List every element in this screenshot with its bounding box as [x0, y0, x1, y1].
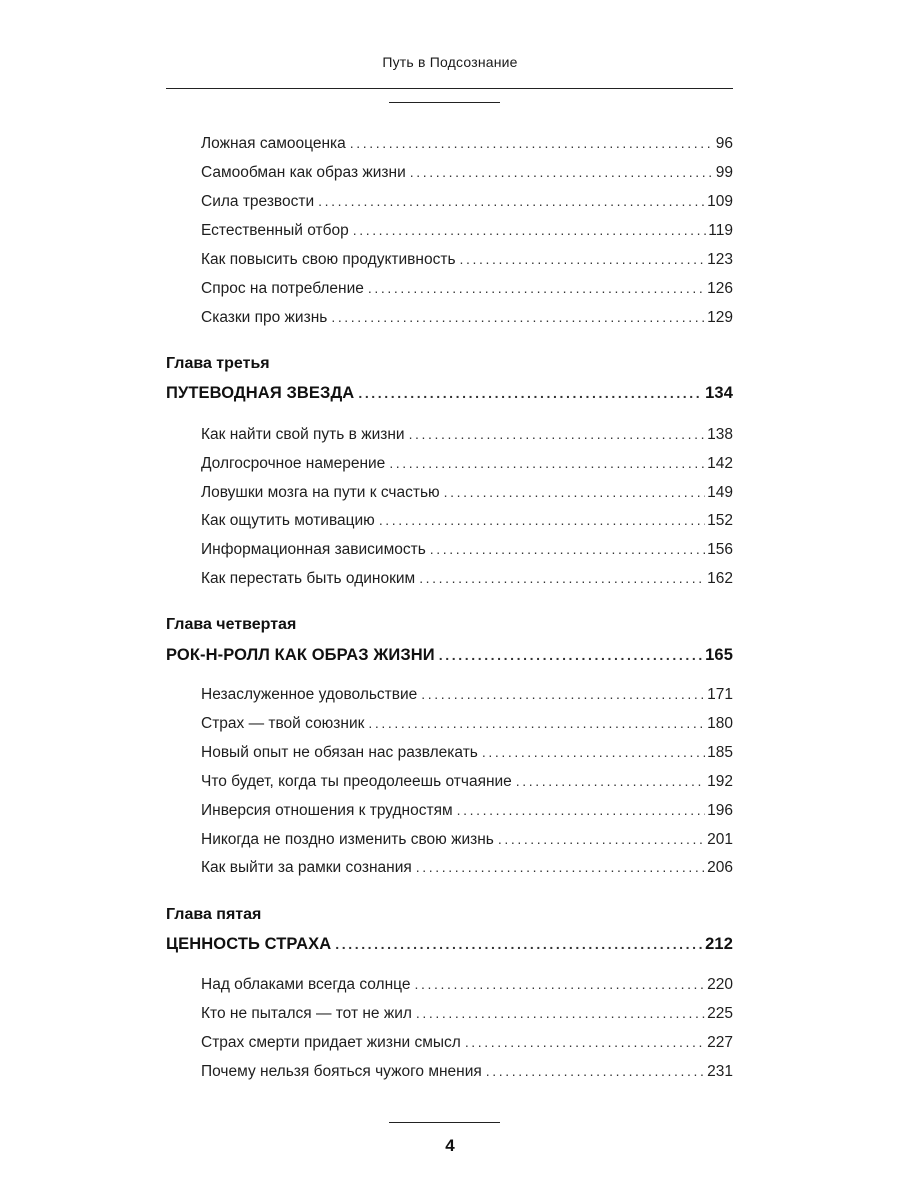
toc-entry-title: Как повысить свою продуктивность [201, 251, 456, 268]
toc-entry[interactable] [201, 713, 733, 734]
toc-entry[interactable] [201, 829, 733, 850]
dot-leader [416, 1003, 705, 1023]
toc-entry[interactable] [201, 974, 733, 995]
dot-leader [409, 424, 706, 444]
toc-entry-page: 149 [707, 484, 733, 501]
toc-entry[interactable] [201, 539, 733, 560]
chapter-title: РОК-Н-РОЛЛ КАК ОБРАЗ ЖИЗНИ [166, 646, 435, 664]
dot-leader [415, 974, 706, 994]
toc-entry[interactable] [201, 1032, 733, 1053]
dot-leader [368, 713, 705, 733]
dot-leader [389, 453, 705, 473]
dot-leader [379, 510, 705, 530]
toc-entry[interactable] [201, 220, 733, 241]
toc-entry-page: 99 [715, 164, 733, 181]
chapter-title-row[interactable] [166, 645, 733, 665]
toc-entry-title: Как перестать быть одиноким [201, 570, 416, 587]
dot-leader [439, 645, 703, 665]
toc-entry-page: 138 [707, 426, 733, 443]
dot-leader [430, 539, 705, 559]
toc-entry[interactable] [201, 510, 733, 531]
toc-entry-title: Инверсия отношения к трудностям [201, 802, 453, 819]
dot-leader [482, 742, 705, 762]
dot-leader [358, 383, 703, 403]
chapter-page: 134 [705, 384, 733, 402]
toc-entry-page: 96 [715, 135, 733, 152]
toc-entry-page: 185 [707, 744, 733, 761]
toc-entry-title: Ловушки мозга на пути к счастью [201, 484, 440, 501]
toc-entry-title: Ложная самооценка [201, 135, 346, 152]
chapter-title-row[interactable] [166, 383, 733, 403]
toc-entry-title: Долгосрочное намерение [201, 455, 386, 472]
dot-leader [465, 1032, 705, 1052]
chapter-label: Глава третья [166, 355, 270, 372]
toc-entry-title: Страх смерти придает жизни смысл [201, 1034, 461, 1051]
toc-entry-title: Как выйти за рамки сознания [201, 859, 412, 876]
chapter-page: 212 [705, 935, 733, 953]
running-head-rule [166, 88, 733, 89]
toc-entry-title: Как ощутить мотивацию [201, 512, 375, 529]
toc-entry[interactable] [201, 742, 733, 763]
toc-entry-title: Сказки про жизнь [201, 309, 328, 326]
dot-leader [350, 133, 714, 153]
toc-entry-page: 201 [707, 831, 733, 848]
toc-entry-page: 142 [707, 455, 733, 472]
dot-leader [353, 220, 707, 240]
toc-entry[interactable] [201, 191, 733, 212]
toc-entry[interactable] [201, 684, 733, 705]
chapter-title-row[interactable] [166, 934, 733, 954]
toc-entry-title: Страх — твой союзник [201, 715, 365, 732]
toc-entry[interactable] [201, 771, 733, 792]
toc-entry[interactable] [201, 162, 733, 183]
toc-entry[interactable] [201, 307, 733, 328]
chapter-title: ЦЕННОСТЬ СТРАХА [166, 935, 332, 953]
dot-leader [331, 307, 705, 327]
toc-entry-page: 123 [707, 251, 733, 268]
toc-entry-page: 220 [707, 976, 733, 993]
toc-entry[interactable] [201, 568, 733, 589]
toc-entry-page: 126 [707, 280, 733, 297]
toc-entry-title: Кто не пытался — тот не жил [201, 1005, 412, 1022]
toc-entry-page: 119 [708, 222, 733, 239]
toc-entry[interactable] [201, 249, 733, 270]
toc-entry-page: 180 [707, 715, 733, 732]
toc-entry-title: Спрос на потребление [201, 280, 364, 297]
top-short-rule [389, 102, 500, 103]
chapter-label: Глава пятая [166, 906, 262, 923]
dot-leader [498, 829, 705, 849]
toc-entry[interactable] [201, 278, 733, 299]
dot-leader [516, 771, 705, 791]
bottom-short-rule [389, 1122, 500, 1123]
dot-leader [421, 684, 705, 704]
toc-entry-title: Почему нельзя бояться чужого мнения [201, 1063, 482, 1080]
dot-leader [486, 1061, 705, 1081]
toc-entry[interactable] [201, 453, 733, 474]
toc-entry[interactable] [201, 482, 733, 503]
toc-entry-title: Самообман как образ жизни [201, 164, 406, 181]
toc-entry-title: Что будет, когда ты преодолеешь отчаяние [201, 773, 512, 790]
toc-entry-page: 227 [707, 1034, 733, 1051]
chapter-page: 165 [705, 646, 733, 664]
toc-entry-title: Информационная зависимость [201, 541, 426, 558]
dot-leader [457, 800, 705, 820]
chapter-title: ПУТЕВОДНАЯ ЗВЕЗДА [166, 384, 355, 402]
toc-entry[interactable] [201, 1003, 733, 1024]
toc-entry-page: 196 [707, 802, 733, 819]
toc-entry[interactable] [201, 800, 733, 821]
toc-entry-page: 192 [707, 773, 733, 790]
toc-entry-page: 152 [707, 512, 733, 529]
dot-leader [368, 278, 705, 298]
toc-entry-page: 206 [707, 859, 733, 876]
dot-leader [416, 857, 705, 877]
toc-entry[interactable] [201, 1061, 733, 1082]
dot-leader [444, 482, 705, 502]
toc-entry-page: 231 [707, 1063, 733, 1080]
dot-leader [335, 934, 703, 954]
toc-entry-page: 156 [707, 541, 733, 558]
page-number: 4 [445, 1136, 455, 1155]
toc-entry-title: Незаслуженное удовольствие [201, 686, 418, 703]
dot-leader [410, 162, 714, 182]
toc-entry[interactable] [201, 857, 733, 878]
toc-entry-page: 129 [707, 309, 733, 326]
toc-entry-title: Сила трезвости [201, 193, 315, 210]
dot-leader [460, 249, 706, 269]
toc-entry-page: 171 [707, 686, 733, 703]
toc-entry-page: 162 [707, 570, 733, 587]
toc-entry-title: Никогда не поздно изменить свою жизнь [201, 831, 494, 848]
dot-leader [419, 568, 705, 588]
chapter-label: Глава четвертая [166, 616, 297, 633]
toc-entry-title: Над облаками всегда солнце [201, 976, 411, 993]
toc-entry[interactable] [201, 133, 733, 154]
dot-leader [318, 191, 705, 211]
toc-entry[interactable] [201, 424, 733, 445]
toc-entry-page: 225 [707, 1005, 733, 1022]
toc-entry-page: 109 [707, 193, 733, 210]
toc-entry-title: Новый опыт не обязан нас развлекать [201, 744, 478, 761]
toc-entry-title: Естественный отбор [201, 222, 349, 239]
running-head: Путь в Подсознание [382, 54, 518, 70]
toc-entry-title: Как найти свой путь в жизни [201, 426, 405, 443]
